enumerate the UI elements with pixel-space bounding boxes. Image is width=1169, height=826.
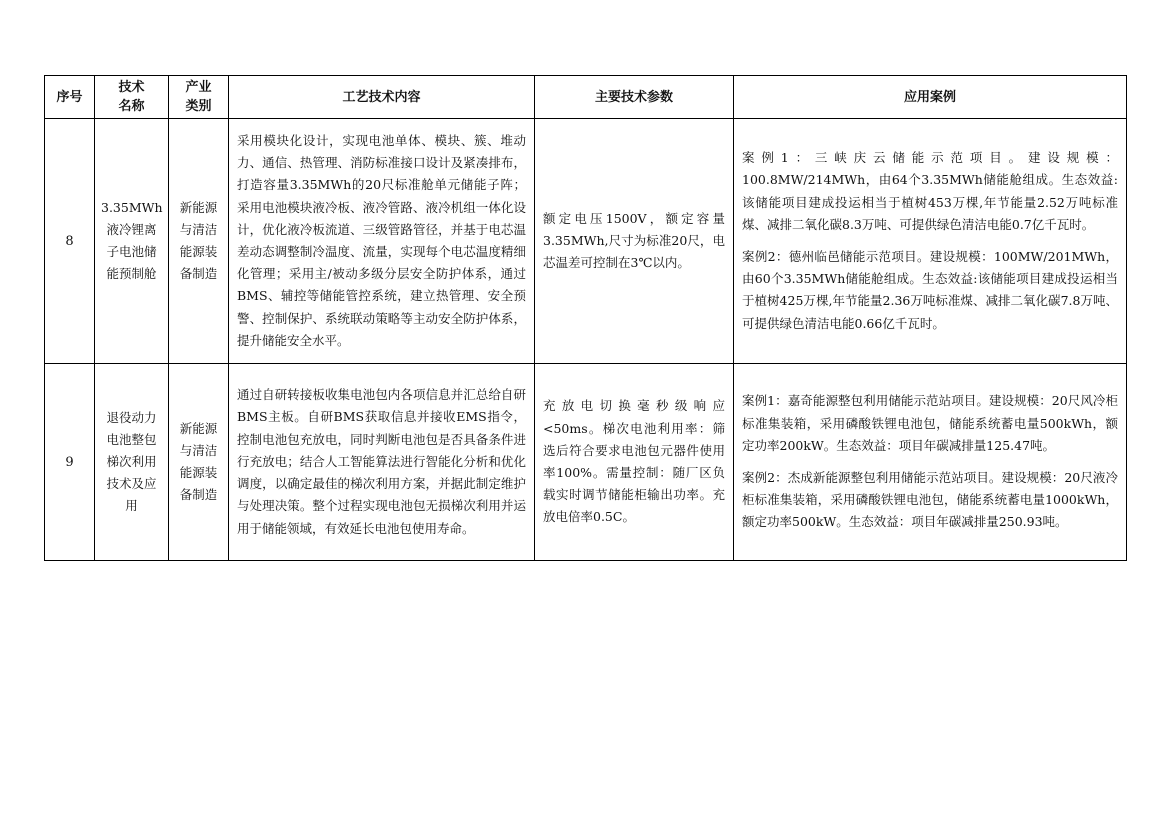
application-cases — [734, 364, 1127, 561]
case-2: 案例2：杰成新能源整包利用储能示范站项目。建设规模：20尺液冷柜标准集装箱，采用磷酸铁锂电池包，储能系统蓄电量1000kWh，额定功率500kW。生态效益：项目年碳减排量250.93吨。 — [742, 470, 1118, 530]
case-1: 案例1：嘉奇能源整包利用储能示范站项目。建设规模：20尺风冷柜标准集装箱，采用磷酸铁锂电池包，储能系统蓄电量500kWh，额定功率200kW。生态效益：项目年碳减排量125.47吨。 — [742, 393, 1118, 453]
header-industry-category: 产业 类别 — [169, 76, 229, 119]
header-application-cases: 应用案例 — [734, 76, 1127, 119]
tech-name: 3.35MWh液冷锂离子电池储能预制舱 — [95, 119, 169, 364]
table-header-row — [45, 76, 1127, 119]
process-content: 通过自研转接板收集电池包内各项信息并汇总给自研BMS主板。自研BMS获取信息并接收EMS指令，控制电池包充放电，同时判断电池包是否具备条件进行充放电；结合人工智能算法进行智能化分析和优化调度，以确定最佳的梯次利用方案，并据此制定维护与处理决策。整个过程实现电池包无损梯次利用并运用于储能领域，有效延长电池包使用寿命。 — [229, 364, 535, 561]
header-process-content: 工艺技术内容 — [229, 76, 535, 119]
main-params: 额定电压1500V，额定容量3.35MWh,尺寸为标准20尺，电芯温差可控制在3℃以内。 — [535, 119, 734, 364]
industry-category: 新能源与清洁能源装备制造 — [169, 364, 229, 561]
technology-table — [44, 75, 1127, 561]
tech-name: 退役动力电池整包梯次利用技术及应用 — [95, 364, 169, 561]
process-content: 采用模块化设计，实现电池单体、模块、簇、堆动力、通信、热管理、消防标准接口设计及紧凑排布，打造容量3.35MWh的20尺标准舱单元储能子阵；采用电池模块液冷板、液冷管路、液冷机组一体化设计，优化液冷板流道、三级管路管径，并基于电芯温差动态调整制冷温度、流量，实现每个电芯温度精细化管理；采用主/被动多级分层安全防护体系，通过BMS、辅控等储能管控系统，建立热管理、安全预警、控制保护、系统联动策略等主动安全防护体系，提升储能安全水平。 — [229, 119, 535, 364]
table-row — [45, 119, 1127, 364]
case-1: 案例1：三峡庆云储能示范项目。建设规模：100.8MW/214MWh，由64个3.35MWh储能舱组成。生态效益:该储能项目建成投运相当于植树453万棵,年节能量2.52万吨标准煤、减排二氧化碳8.3万吨、可提供绿色清洁电能0.7亿千瓦时。 — [742, 150, 1118, 232]
row-number: 9 — [45, 364, 95, 561]
main-params: 充放电切换毫秒级响应<50ms。梯次电池利用率：筛选后符合要求电池包元器件使用率100%。需量控制：随厂区负载实时调节储能柜输出功率。充放电倍率0.5C。 — [535, 364, 734, 561]
row-number: 8 — [45, 119, 95, 364]
header-no: 序号 — [45, 76, 95, 119]
table-row — [45, 364, 1127, 561]
header-tech-name: 技术 名称 — [95, 76, 169, 119]
header-main-params: 主要技术参数 — [535, 76, 734, 119]
industry-category: 新能源与清洁能源装备制造 — [169, 119, 229, 364]
application-cases — [734, 119, 1127, 364]
case-2: 案例2：德州临邑储能示范项目。建设规模：100MW/201MWh，由60个3.35MWh储能舱组成。生态效益:该储能项目建成投运相当于植树425万棵,年节能量2.36万吨标准煤、减排二氧化碳7.8万吨、可提供绿色清洁电能0.66亿千瓦时。 — [742, 249, 1118, 331]
